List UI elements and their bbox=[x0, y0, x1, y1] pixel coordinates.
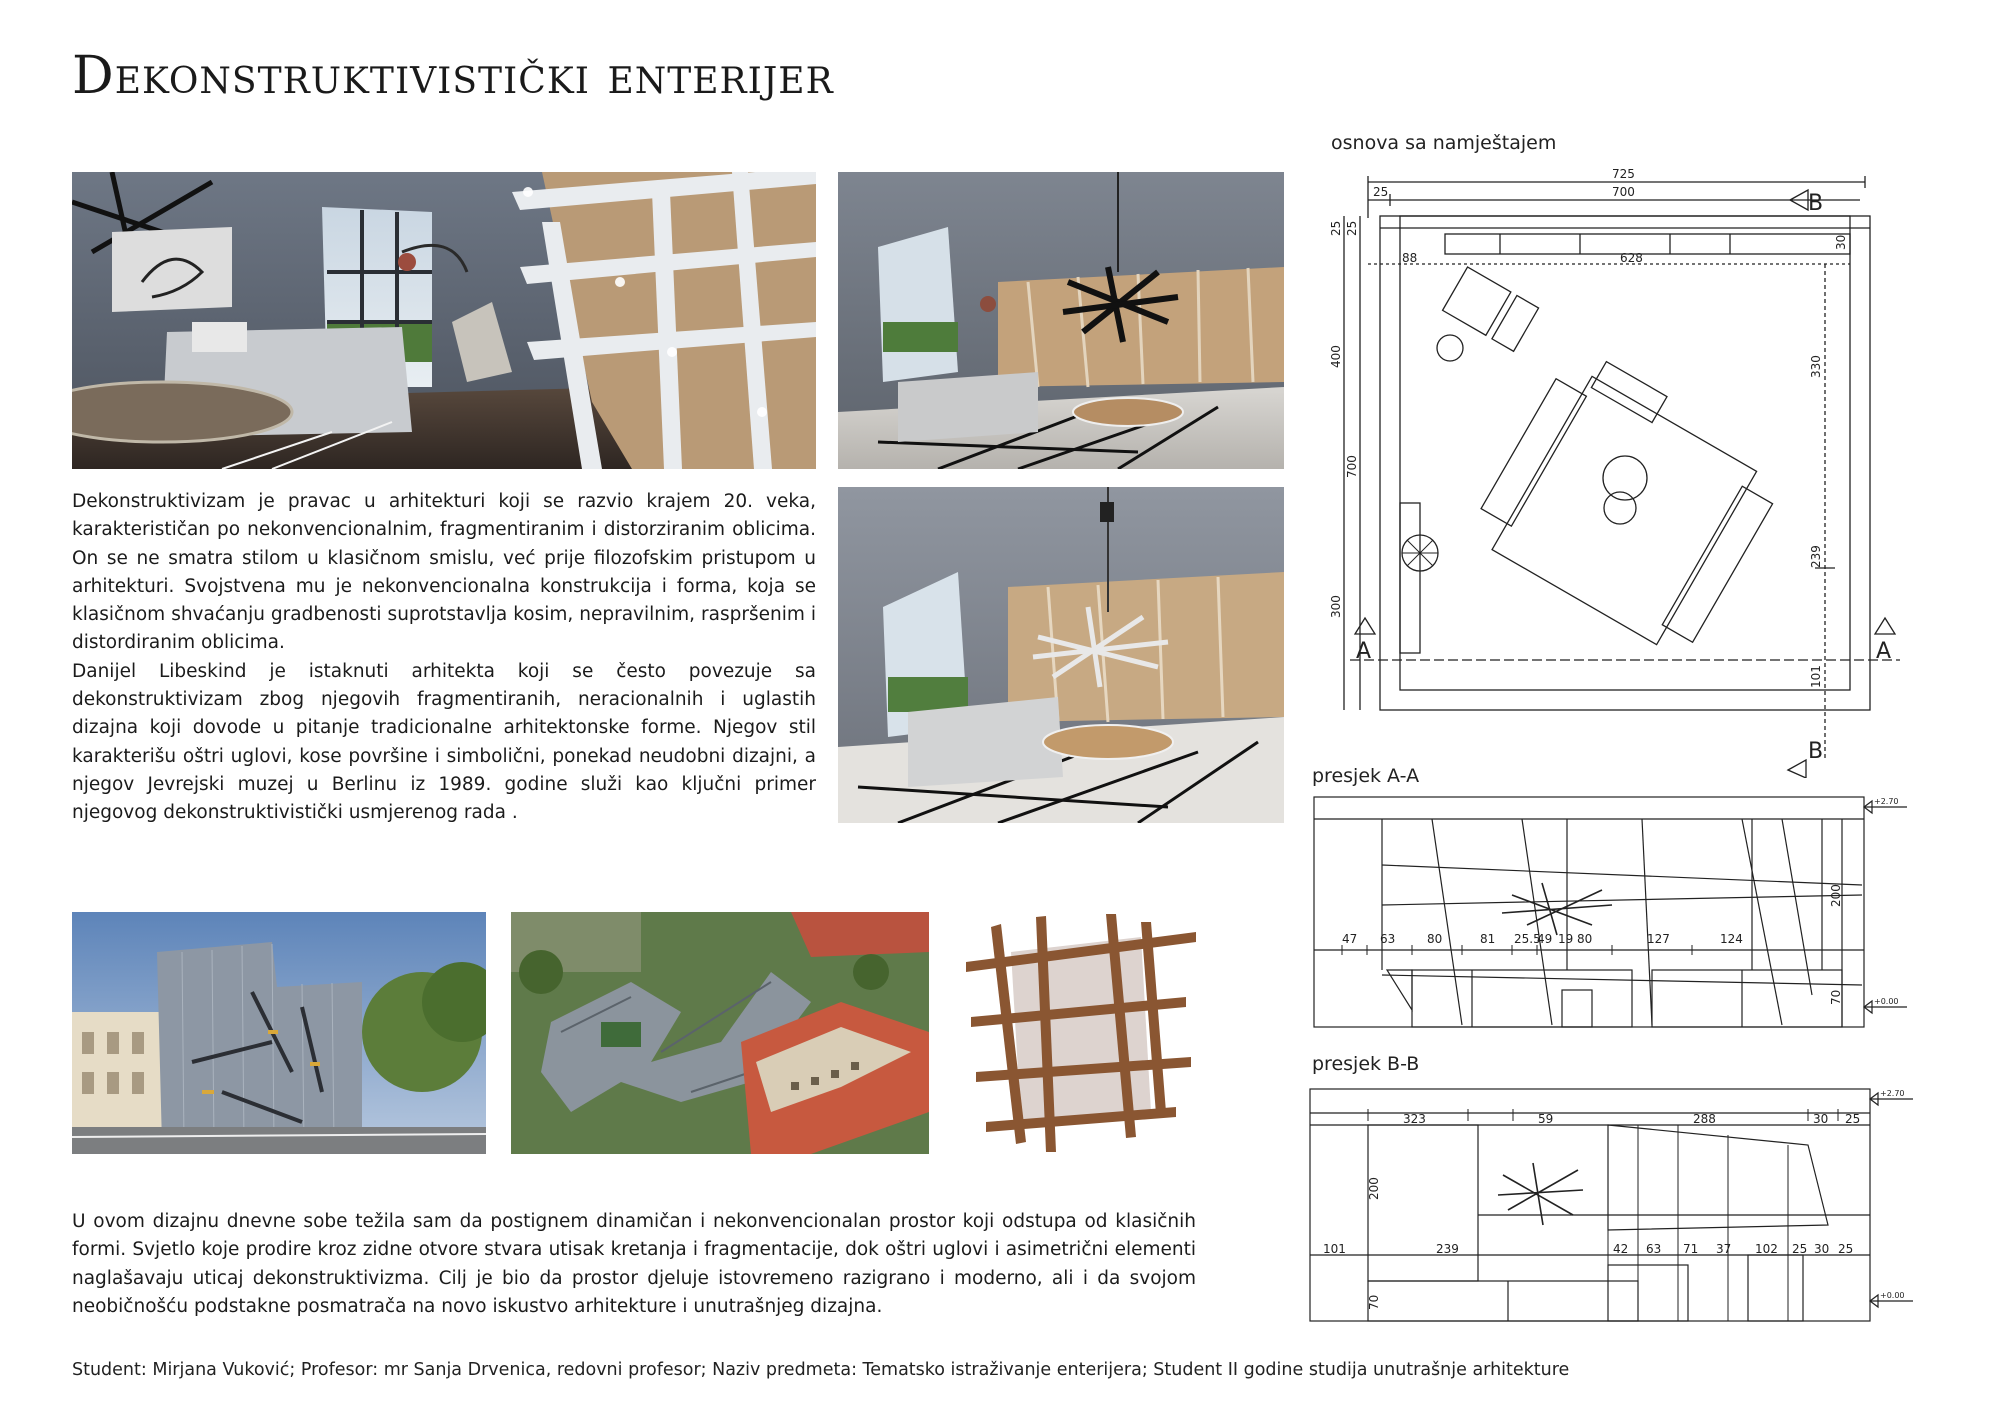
dim-a-49: 49 bbox=[1537, 932, 1553, 946]
footer-credits: Student: Mirjana Vuković; Profesor: mr Sanja Drvenica, redovni profesor; Naziv predmeta: Tematsko istraživanje enterijera; Student II godine studija unutrašnje arhitekture bbox=[72, 1360, 1570, 1380]
dim-700-left: 700 bbox=[1345, 455, 1359, 478]
dim-b-25-b: 25 bbox=[1838, 1242, 1854, 1256]
section-aa-label: presjek A-A bbox=[1312, 765, 1420, 787]
dim-b-70: 70 bbox=[1367, 1294, 1381, 1310]
dim-25-top: 25 bbox=[1373, 185, 1389, 199]
dim-b-59: 59 bbox=[1538, 1112, 1554, 1126]
dim-a-124: 124 bbox=[1720, 932, 1743, 946]
dim-b-323: 323 bbox=[1403, 1112, 1426, 1126]
dim-400: 400 bbox=[1329, 345, 1343, 368]
dim-b-239: 239 bbox=[1436, 1242, 1459, 1256]
interior-render-2 bbox=[838, 172, 1284, 469]
dim-88: 88 bbox=[1402, 251, 1418, 265]
design-description: U ovom dizajnu dnevne sobe težila sam da postignem dinamičan i nekonvencionalan prostor koji odstupa od klasičnih formi. Svjetlo koje prodire kroz zidne otvore stvara utisak kretanja i fragmentacije, dok oštri uglovi i asimetrični elementi naglašavaju uticaj dekonstruktivizma. Cilj je bio da prostor djeluje istovremeno razigrano i moderno, ali i da svojom neobičnošću podstakne posmatrača na novo iskustvo arhitekture i unutrašnjeg dizajna. bbox=[72, 1211, 1196, 1317]
dim-a-81: 81 bbox=[1480, 932, 1496, 946]
dim-700-top: 700 bbox=[1612, 185, 1635, 199]
dim-b-71: 71 bbox=[1683, 1242, 1699, 1256]
dim-b-30: 30 bbox=[1814, 1242, 1830, 1256]
dim-b-101: 101 bbox=[1323, 1242, 1346, 1256]
dim-b-37: 37 bbox=[1716, 1242, 1732, 1256]
dim-a-80: 80 bbox=[1427, 932, 1443, 946]
dim-101: 101 bbox=[1809, 665, 1823, 688]
interior-render-3 bbox=[838, 487, 1284, 823]
dim-b-30-top: 30 bbox=[1813, 1112, 1829, 1126]
level-b-top: +2.70 bbox=[1880, 1089, 1905, 1098]
level-b-bottom: +0.00 bbox=[1880, 1291, 1905, 1300]
dim-725: 725 bbox=[1612, 167, 1635, 181]
section-bb-label: presjek B-B bbox=[1312, 1053, 1420, 1075]
level-a-top: +2.70 bbox=[1874, 797, 1899, 806]
intro-text bbox=[72, 488, 816, 828]
dim-25-left-a: 25 bbox=[1329, 220, 1343, 236]
section-mark-b-bottom: B bbox=[1808, 739, 1824, 764]
dim-a-25-5: 25.5 bbox=[1514, 932, 1541, 946]
dim-628: 628 bbox=[1620, 251, 1643, 265]
level-a-bottom: +0.00 bbox=[1874, 997, 1899, 1006]
dim-a-200: 200 bbox=[1829, 884, 1843, 907]
dim-a-63: 63 bbox=[1380, 932, 1396, 946]
jewish-museum-aerial-photo bbox=[511, 912, 929, 1154]
dim-a-70: 70 bbox=[1829, 989, 1843, 1005]
dim-a-19: 19 bbox=[1558, 932, 1574, 946]
dim-b-42: 42 bbox=[1613, 1242, 1629, 1256]
dim-300: 300 bbox=[1329, 595, 1343, 618]
dim-239: 239 bbox=[1809, 545, 1823, 568]
interior-render-main bbox=[72, 172, 816, 469]
dim-b-102: 102 bbox=[1755, 1242, 1778, 1256]
dim-b-25-a: 25 bbox=[1792, 1242, 1808, 1256]
section-mark-b-top: B bbox=[1808, 191, 1824, 216]
dim-a-127: 127 bbox=[1647, 932, 1670, 946]
section-mark-a-left: A bbox=[1356, 639, 1372, 664]
dim-b-288: 288 bbox=[1693, 1112, 1716, 1126]
wooden-shelf-photo bbox=[966, 912, 1196, 1154]
jewish-museum-photo bbox=[72, 912, 486, 1154]
dim-a-47: 47 bbox=[1342, 932, 1358, 946]
paragraph-deconstructivism: Dekonstruktivizam je pravac u arhitekturi koji se razvio krajem 20. veka, karakterističan po nekonvencionalnim, fragmentiranim i distorziranim oblicima. On se ne smatra stilom u klasičnom smislu, već prije filozofskim pristupom u arhitekturi. Svojstvena mu je nekonvencionalna konstrukcija i forma, koja se klasičnom shvaćanju gradbenosti suprotstavlja kosim, nepravilnim, raspršenim i distordiranim oblicima. bbox=[72, 491, 816, 654]
section-bb-drawing bbox=[1308, 1085, 1938, 1325]
section-mark-a-right: A bbox=[1876, 639, 1892, 664]
dim-b-63: 63 bbox=[1646, 1242, 1662, 1256]
dim-b-200: 200 bbox=[1367, 1177, 1381, 1200]
dim-a-80b: 80 bbox=[1577, 932, 1593, 946]
floor-plan-label: osnova sa namještajem bbox=[1331, 132, 1557, 154]
page-title: Dekonstruktivistički enterijer bbox=[72, 46, 834, 106]
section-aa-drawing bbox=[1312, 795, 1932, 1035]
dim-330: 330 bbox=[1809, 355, 1823, 378]
paragraph-libeskind: Danijel Libeskind je istaknuti arhitekta koji se često povezuje sa dekonstruktivizam zbog njegovih fragmentiranih, neracionalnih i uglastih dizajna koji dovode u pitanje tradicionalne arhitektonske forme. Njegov stil karakterišu oštri uglovi, kose površine i simbolični, ponekad neudobni dizajni, a njegov Jevrejski muzej u Berlinu iz 1989. godine služi kao ključni primer njegovog dekonstruktivistički usmjerenog rada . bbox=[72, 660, 816, 824]
dim-30: 30 bbox=[1834, 234, 1848, 250]
floor-plan-drawing bbox=[1320, 158, 1920, 778]
dim-25-left-b: 25 bbox=[1345, 220, 1359, 236]
dim-b-25-top: 25 bbox=[1845, 1112, 1861, 1126]
